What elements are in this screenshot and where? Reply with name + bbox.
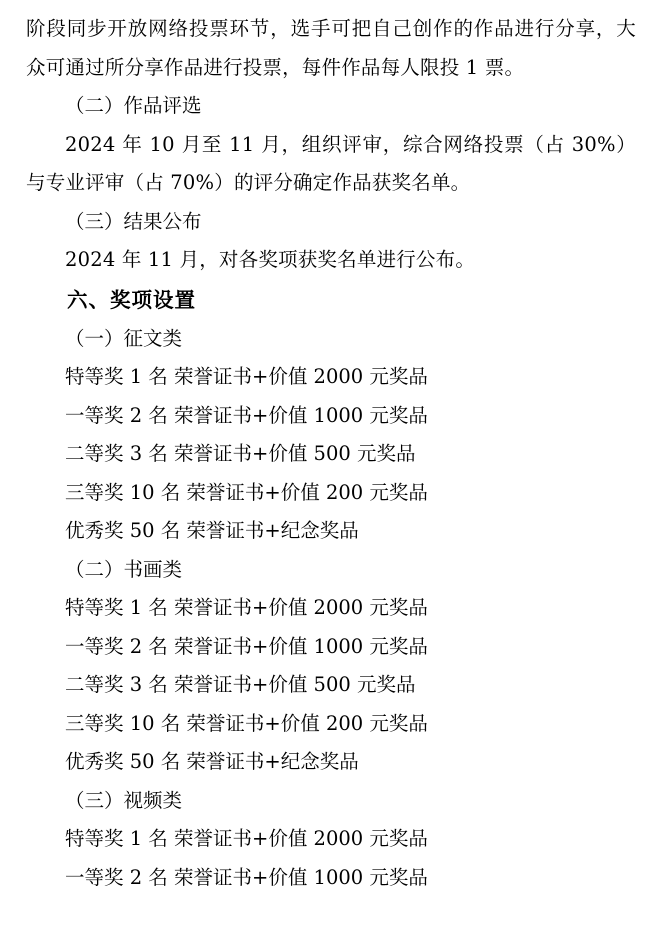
section-heading-3: （三）结果公布 xyxy=(65,209,202,233)
award-item: 特等奖 1 名 荣誉证书+价值 2000 元奖品 xyxy=(65,365,428,388)
award-item: 优秀奖 50 名 荣誉证书+纪念奖品 xyxy=(65,519,359,542)
award-item: 特等奖 1 名 荣誉证书+价值 2000 元奖品 xyxy=(65,596,428,619)
award-item: 三等奖 10 名 荣誉证书+价值 200 元奖品 xyxy=(65,480,428,504)
page-title: 六、奖项设置 xyxy=(67,287,196,312)
award-item: 三等奖 10 名 荣誉证书+价值 200 元奖品 xyxy=(65,711,428,735)
award-group-title-3: （三）视频类 xyxy=(65,788,183,812)
award-item: 一等奖 2 名 荣誉证书+价值 1000 元奖品 xyxy=(65,403,428,427)
section-paragraph-2: 2024 年 10 月至 11 月，组织评审，综合网络投票（占 30%）与专业评审（占 70%）的评分确定作品获奖名单。 xyxy=(26,132,636,194)
section-heading-2: （二）作品评选 xyxy=(65,94,202,117)
body-paragraph-continued: 阶段同步开放网络投票环节，选手可把自己创作的作品进行分享，大众可通过所分享作品进行投票，每件作品每人限投 1 票。 xyxy=(26,17,636,79)
award-item: 一等奖 2 名 荣誉证书+价值 1000 元奖品 xyxy=(65,865,428,889)
award-group-title-2: （二）书画类 xyxy=(65,557,183,581)
award-item: 二等奖 3 名 荣誉证书+价值 500 元奖品 xyxy=(65,673,416,696)
section-paragraph-3: 2024 年 11 月，对各奖项获奖名单进行公布。 xyxy=(65,248,476,271)
award-item: 二等奖 3 名 荣誉证书+价值 500 元奖品 xyxy=(65,442,416,465)
award-group-title-1: （一）征文类 xyxy=(65,326,183,350)
award-item: 优秀奖 50 名 荣誉证书+纪念奖品 xyxy=(65,750,359,773)
award-item: 特等奖 1 名 荣誉证书+价值 2000 元奖品 xyxy=(65,827,428,850)
award-item: 一等奖 2 名 荣誉证书+价值 1000 元奖品 xyxy=(65,634,428,658)
